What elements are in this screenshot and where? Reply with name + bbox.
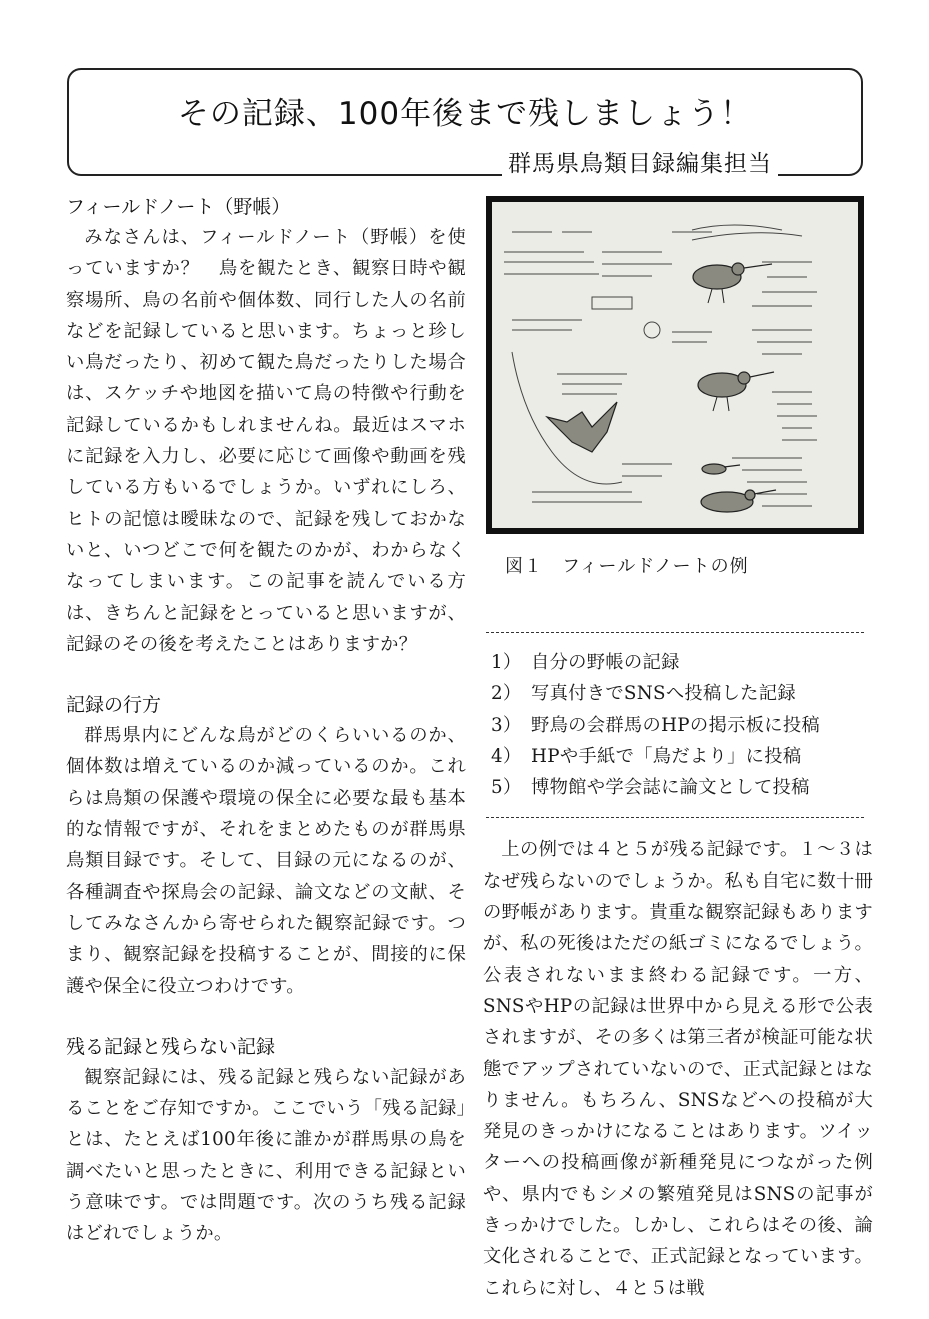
section-heading-fieldnote: フィールドノート（野帳） [66, 196, 291, 218]
answer-paragraph: 上の例では４と５が残る記録です。１～３はなぜ残らないのでしょうか。私も自宅に数十冊の野帳があります。貴重な観察記録もありますが、私の死後はただの紙ゴミになるでしょう。公表されないまま終わる記録です。一方、SNSやHPの記録は世界中から見える形で公表されますが、その多くは第三者が検証可能な状態でアップされていないので、正式記録とはなりません。もちろん、SNSなどへの投稿が大発見のきっかけになることはあります。ツイッターへの投稿画像が新種発見につながった例や、県内でもシメの繁殖発見はSNSの記事がきっかけでした。しかし、これらはその後、論文化されることで、正式記録となっています。これらに対し、４と５は戦 [483, 839, 873, 1299]
list-item: 3） 野鳥の会群馬のHPの掲示板に投稿 [491, 714, 820, 736]
choice-list [491, 647, 873, 803]
section-heading-remaining: 残る記録と残らない記録 [66, 1035, 276, 1058]
list-item: 2） 写真付きでSNSへ投稿した記録 [491, 683, 796, 705]
list-item: 5） 博物館や学会誌に論文として投稿 [491, 777, 810, 799]
section-body-records: 群馬県内にどんな鳥がどのくらいいるのか、個体数は増えているのか減っているのか。これらは鳥類の保護や環境の保全に必要な最も基本的な情報ですが、それをまとめたものが群馬県鳥類目録です。そして、目録の元になるのが、各種調査や探鳥会の記録、論文などの文献、そしてみなさんから寄せられた観察記録です。つまり、観察記録を投稿することが、間接的に保護や保全に役立つわけです。 [66, 725, 466, 997]
left-column [66, 192, 466, 1250]
fieldnote-sketch-image [486, 196, 864, 534]
author-line: 群馬県鳥類目録編集担当 [502, 145, 778, 178]
divider-bottom [486, 817, 864, 818]
right-column [483, 196, 873, 1304]
list-item: 1） 自分の野帳の記録 [491, 652, 680, 673]
section-heading-records: 記録の行方 [66, 694, 162, 717]
page-title: その記録、100年後まで残しましょう！ [177, 96, 753, 132]
divider-top [486, 632, 864, 633]
sketch-drawing [492, 202, 858, 528]
figure-caption: 図１ フィールドノートの例 [505, 556, 749, 577]
list-item: 4） HPや手紙で「鳥だより」に投稿 [491, 745, 802, 767]
section-body-remaining: 観察記録には、残る記録と残らない記録があることをご存知ですか。ここでいう「残る記録」とは、たとえば100年後に誰かが群馬県の鳥を調べたいと思ったときに、利用できる記録という意味です。では問題です。次のうち残る記録はどれでしょうか。 [66, 1066, 466, 1245]
section-body-fieldnote: みなさんは、フィールドノート（野帳）を使っていますか？ 鳥を観たとき、観察日時や観察場所、鳥の名前や個体数、同行した人の名前などを記録していると思います。ちょっと珍しい鳥だったり、初めて観た鳥だったりした場合は、スケッチや地図を描いて鳥の特徴や行動を記録しているかもしれませんね。最近はスマホに記録を入力し、必要に応じて画像や動画を残している方もいるでしょうか。いずれにしろ、ヒトの記憶は曖昧なので、記録を残しておかないと、いつどこで何を観たのかが、わからなくなってしまいます。この記事を読んでいる方は、きちんと記録をとっていると思いますが、記録のその後を考えたことはありますか？ [66, 227, 466, 655]
